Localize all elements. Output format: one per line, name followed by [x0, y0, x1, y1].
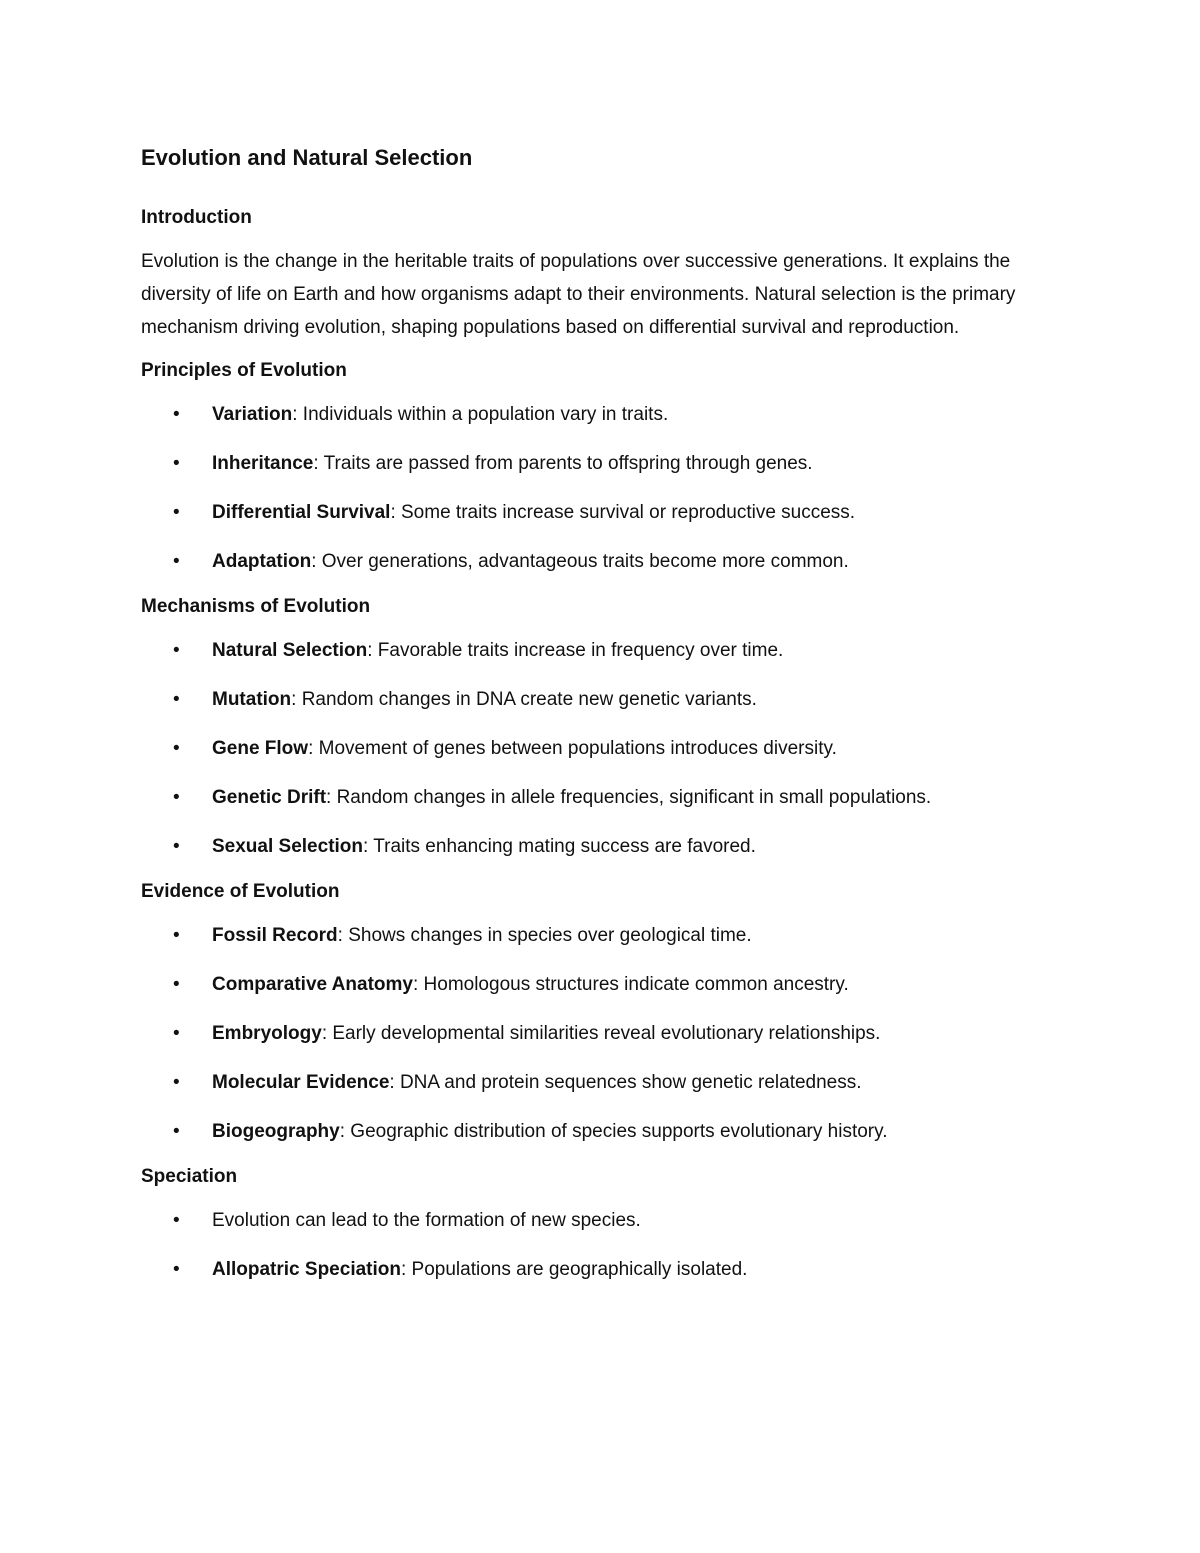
- list-item: [141, 1115, 1061, 1148]
- item-text: : Movement of genes between populations introduces diversity.: [308, 738, 837, 759]
- item-text: : Early developmental similarities reveal evolutionary relationships.: [321, 1023, 881, 1044]
- list-item: [141, 1204, 1061, 1237]
- item-text: : Over generations, advantageous traits become more common.: [311, 551, 849, 572]
- list-item: [141, 545, 1061, 578]
- item-text: : Some traits increase survival or reproductive success.: [390, 502, 856, 523]
- principles-list: [141, 398, 1061, 578]
- list-item: [141, 496, 1061, 529]
- list-item: [141, 634, 1061, 667]
- bullet-icon: •: [173, 1121, 180, 1142]
- item-term: Natural Selection: [212, 640, 368, 661]
- item-text: : Individuals within a population vary in traits.: [292, 404, 669, 425]
- mechanisms-list: [141, 634, 1061, 863]
- item-text: : Random changes in DNA create new genetic variants.: [291, 689, 757, 710]
- bullet-icon: •: [173, 502, 180, 523]
- item-text: : Random changes in allele frequencies, significant in small populations.: [326, 787, 932, 808]
- list-item: [141, 398, 1061, 431]
- document-title: Evolution and Natural Selection: [141, 145, 473, 170]
- item-text: : Traits are passed from parents to offspring through genes.: [313, 453, 813, 474]
- document-page: [141, 140, 1061, 1302]
- list-item: [141, 919, 1061, 952]
- item-text: : Homologous structures indicate common ancestry.: [412, 974, 849, 995]
- bullet-icon: •: [173, 689, 180, 710]
- bullet-icon: •: [173, 1023, 180, 1044]
- item-term: Sexual Selection: [212, 836, 364, 857]
- evidence-list: [141, 919, 1061, 1148]
- evidence-heading: Evidence of Evolution: [141, 881, 340, 902]
- item-term: Molecular Evidence: [212, 1072, 390, 1093]
- list-item: [141, 830, 1061, 863]
- item-text: Evolution can lead to the formation of new species.: [212, 1210, 641, 1231]
- item-term: Genetic Drift: [212, 787, 327, 808]
- item-text: : Shows changes in species over geological time.: [337, 925, 752, 946]
- bullet-icon: •: [173, 974, 180, 995]
- list-item: [141, 781, 1061, 814]
- principles-heading: Principles of Evolution: [141, 360, 347, 381]
- item-text: : Favorable traits increase in frequency over time.: [367, 640, 784, 661]
- bullet-icon: •: [173, 404, 180, 425]
- item-term: Gene Flow: [212, 738, 309, 759]
- item-term: Allopatric Speciation: [212, 1259, 401, 1280]
- bullet-icon: •: [173, 453, 180, 474]
- item-term: Embryology: [212, 1023, 322, 1044]
- bullet-icon: •: [173, 551, 180, 572]
- item-term: Mutation: [212, 689, 292, 710]
- item-term: Inheritance: [212, 453, 314, 474]
- list-item: [141, 447, 1061, 480]
- item-term: Comparative Anatomy: [212, 974, 413, 995]
- list-item: [141, 1253, 1061, 1286]
- bullet-icon: •: [173, 925, 180, 946]
- list-item: [141, 1066, 1061, 1099]
- speciation-list: [141, 1204, 1061, 1286]
- item-text: : Geographic distribution of species supports evolutionary history.: [339, 1121, 888, 1142]
- item-text: : Traits enhancing mating success are favored.: [363, 836, 756, 857]
- mechanisms-heading: Mechanisms of Evolution: [141, 596, 371, 617]
- item-term: Adaptation: [212, 551, 312, 572]
- introduction-heading: Introduction: [141, 207, 252, 228]
- item-term: Fossil Record: [212, 925, 338, 946]
- item-term: Variation: [212, 404, 293, 425]
- item-term: Biogeography: [212, 1121, 340, 1142]
- item-term: Differential Survival: [212, 502, 391, 523]
- bullet-icon: •: [173, 1210, 180, 1231]
- item-text: : DNA and protein sequences show genetic relatedness.: [389, 1072, 862, 1093]
- bullet-icon: •: [173, 640, 180, 661]
- bullet-icon: •: [173, 787, 180, 808]
- bullet-icon: •: [173, 1259, 180, 1280]
- item-text: : Populations are geographically isolated.: [400, 1259, 748, 1280]
- list-item: [141, 732, 1061, 765]
- list-item: [141, 1017, 1061, 1050]
- introduction-paragraph: Evolution is the change in the heritable traits of populations over successive generations. It explains the diversity of life on Earth and how organisms adapt to their environments. Natural selection is the primary mechanism driving evolution, shaping populations based on differential survival and reproduction.: [141, 251, 1016, 338]
- bullet-icon: •: [173, 1072, 180, 1093]
- list-item: [141, 683, 1061, 716]
- list-item: [141, 968, 1061, 1001]
- bullet-icon: •: [173, 836, 180, 857]
- speciation-heading: Speciation: [141, 1166, 238, 1187]
- bullet-icon: •: [173, 738, 180, 759]
